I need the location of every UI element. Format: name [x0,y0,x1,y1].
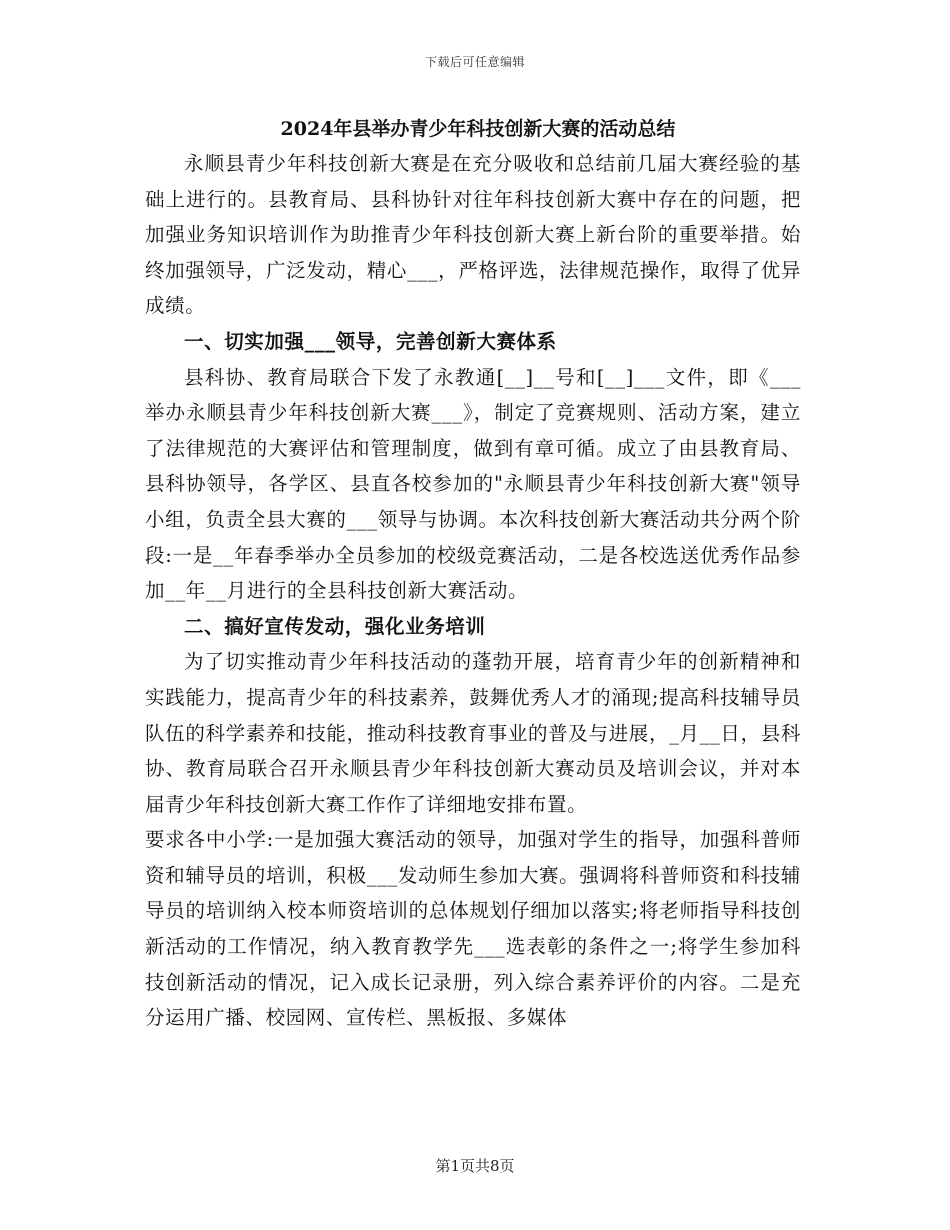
paragraph-requirements: 要求各中小学:一是加强大赛活动的领导，加强对学生的指导，加强科普师资和辅导员的培训，积极___发动师生参加大赛。强调将科普师资和科技辅导员的培训纳入校本师资培训的总体规划仔细加以落实;将老师指导科技创新活动的工作情况，纳入教育教学先___选表彰的条件之一;将学生参加科技创新活动的情况，记入成长记录册，列入综合素养评价的内容。二是充分运用广播、校园网、宣传栏、黑板报、多媒体 [145,828,801,1030]
paragraph-section-1: 县科协、教育局联合下发了永教通[__]__号和[__]___文件，即《___举办永顺县青少年科技创新大赛___》，制定了竞赛规则、活动方案，建立了法律规范的大赛评估和管理制度，做到有章可循。成立了由县教育局、县科协领导，各学区、县直各校参加的"永顺县青少年科技创新大赛"领导小组，负责全县大赛的___领导与协调。本次科技创新大赛活动共分两个阶段:一是__年春季举办全员参加的校级竞赛活动，二是各校选送优秀作品参加__年__月进行的全县科技创新大赛活动。 [145,365,801,603]
paragraph-section-2: 为了切实推动青少年科技活动的蓬勃开展，培育青少年的创新精神和实践能力，提高青少年的科技素养，鼓舞优秀人才的涌现;提高科技辅导员队伍的科学素养和技能，推动科技教育事业的普及与进展，_月__日，县科协、教育局联合召开永顺县青少年科技创新大赛动员及培训会议，并对本届青少年科技创新大赛工作作了详细地安排布置。 [145,650,801,816]
paragraph-intro: 永顺县青少年科技创新大赛是在充分吸收和总结前几届大赛经验的基础上进行的。县教育局、县科协针对往年科技创新大赛中存在的问题，把加强业务知识培训作为助推青少年科技创新大赛上新台阶的重要举措。始终加强领导，广泛发动，精心___，严格评选，法律规范操作，取得了优异成绩。 [145,152,801,318]
document-body [145,112,801,1036]
page-number-footer: 第1页共8页 [435,1157,515,1175]
header-note: 下载后可任意编辑 [424,55,525,69]
document-title: 2024年县举办青少年科技创新大赛的活动总结 [280,118,676,140]
section-heading-2: 二、搞好宣传发动，强化业务培训 [184,614,486,638]
section-heading-1: 一、切实加强___领导，完善创新大赛体系 [184,329,557,353]
